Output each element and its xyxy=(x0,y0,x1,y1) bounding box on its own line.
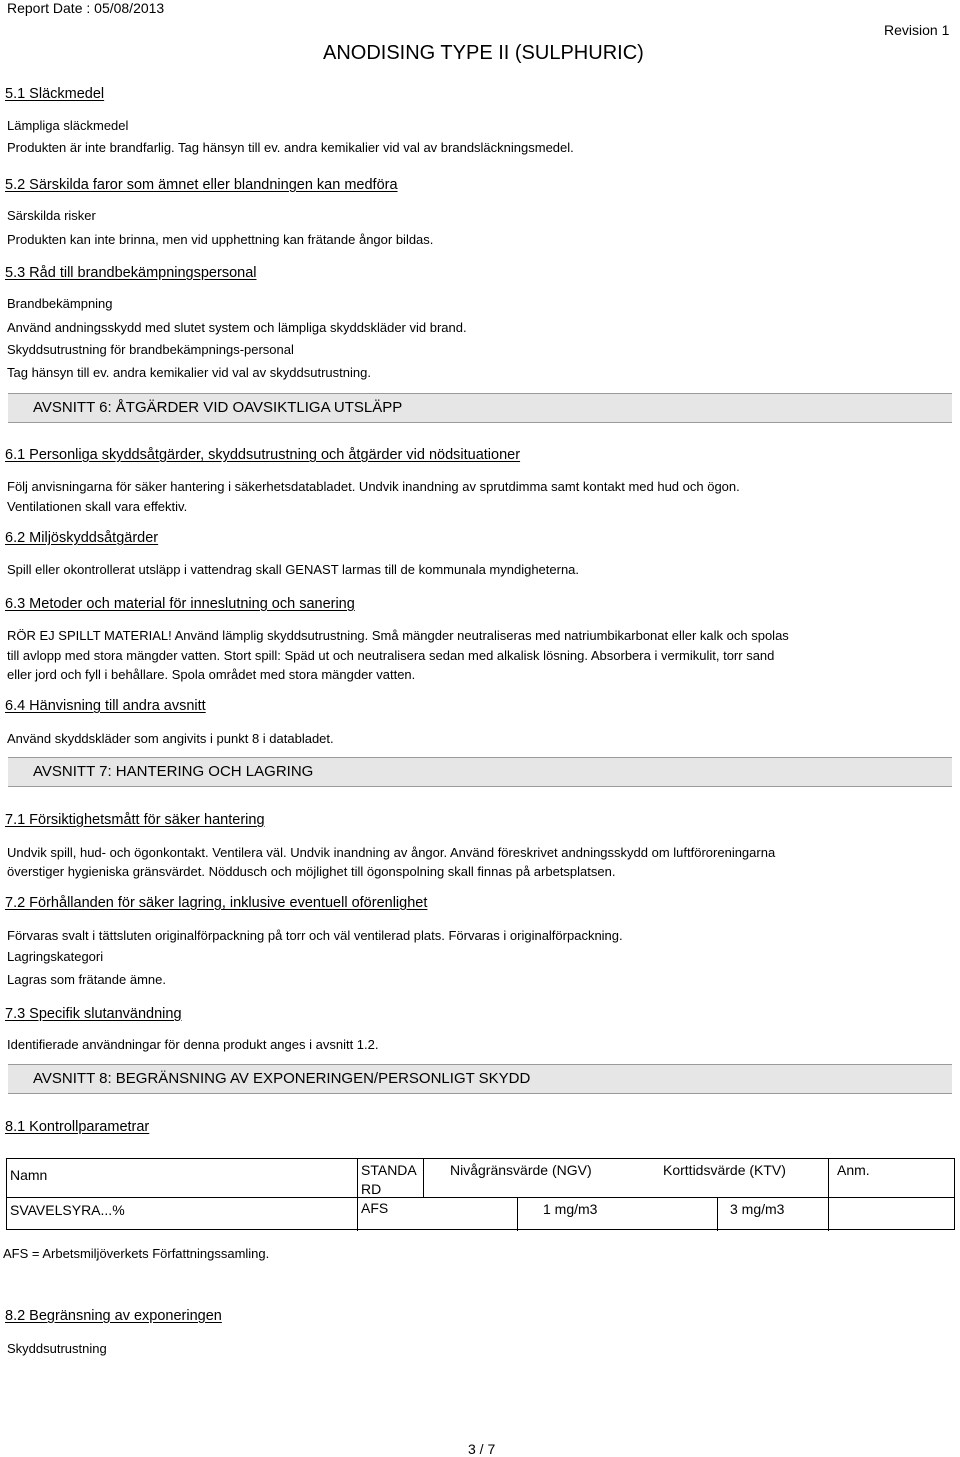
table-header-ngv: Nivågränsvärde (NGV) xyxy=(450,1162,592,1178)
text-7-2-1: Förvaras svalt i tättsluten originalförpackning på torr och väl ventilerad plats. Förvaras i originalförpackning. xyxy=(7,928,623,943)
heading-7-2: 7.2 Förhållanden för säker lagring, inklusive eventuell oförenlighet xyxy=(5,895,428,911)
page-number: 3 / 7 xyxy=(468,1441,496,1457)
heading-6-2: 6.2 Miljöskyddsåtgärder xyxy=(5,530,159,546)
document-title: ANODISING TYPE II (SULPHURIC) xyxy=(323,42,644,64)
heading-8-2: 8.2 Begränsning av exponeringen xyxy=(5,1308,222,1324)
text-6-1-line1: Följ anvisningarna för säker hantering i säkerhetsdatabladet. Undvik inandning av sprutdimma samt kontakt med hud och ögon. xyxy=(7,479,740,494)
text-7-3: Identifierade användningar för denna produkt anges i avsnitt 1.2. xyxy=(7,1037,379,1052)
text-5-2: Produkten kan inte brinna, men vid upphettning kan frätande ångor bildas. xyxy=(7,232,434,247)
text-5-3-2: Tag hänsyn till ev. andra kemikalier vid val av skyddsutrustning. xyxy=(7,365,371,380)
heading-6-3: 6.3 Metoder och material för inneslutning och sanering xyxy=(5,596,355,612)
table-cell-ngv: 1 mg/m3 xyxy=(543,1201,598,1217)
table-header-remark: Anm. xyxy=(837,1162,870,1178)
section-6-banner xyxy=(8,393,952,423)
section-7-banner xyxy=(8,757,952,787)
text-7-1-line1: Undvik spill, hud- och ögonkontakt. Ventilera väl. Undvik inandning av ångor. Använd föreskrivet andningsskydd om luftföroreningarna xyxy=(7,845,776,860)
section-8-title: AVSNITT 8: BEGRÄNSNING AV EXPONERINGEN/PERSONLIGT SKYDD xyxy=(33,1070,531,1087)
text-5-1: Produkten är inte brandfarlig. Tag hänsyn till ev. andra kemikalier vid val av brandsläckningsmedel. xyxy=(7,140,574,155)
section-7-title: AVSNITT 7: HANTERING OCH LAGRING xyxy=(33,763,314,780)
heading-7-3: 7.3 Specifik slutanvändning xyxy=(5,1006,182,1022)
text-6-4: Använd skyddskläder som angivits i punkt 8 i databladet. xyxy=(7,731,334,746)
table-header-standard-line2: RD xyxy=(361,1181,382,1197)
report-date: Report Date : 05/08/2013 xyxy=(7,0,165,16)
heading-5-1: 5.1 Släckmedel xyxy=(5,86,105,102)
text-6-1-line2: Ventilationen skall vara effektiv. xyxy=(7,499,188,514)
section-8-banner xyxy=(8,1064,952,1094)
heading-6-4: 6.4 Hänvisning till andra avsnitt xyxy=(5,698,206,714)
heading-7-1: 7.1 Försiktighetsmått för säker hantering xyxy=(5,812,265,828)
text-5-3-1: Använd andningsskydd med slutet system och lämpliga skyddskläder vid brand. xyxy=(7,320,467,335)
label-storage-category: Lagringskategori xyxy=(7,949,104,964)
label-suitable-extinguishing: Lämpliga släckmedel xyxy=(7,118,129,133)
label-firefighting: Brandbekämpning xyxy=(7,296,113,311)
exposure-limits-table xyxy=(6,1158,955,1230)
table-header-name: Namn xyxy=(10,1167,48,1183)
heading-6-1: 6.1 Personliga skyddsåtgärder, skyddsutrustning och åtgärder vid nödsituationer xyxy=(5,447,521,463)
label-special-risks: Särskilda risker xyxy=(7,208,96,223)
text-6-3-line1: RÖR EJ SPILLT MATERIAL! Använd lämplig skyddsutrustning. Små mängder neutraliseras med natriumbikarbonat eller kalk och spolas xyxy=(7,628,789,643)
section-6-title: AVSNITT 6: ÅTGÄRDER VID OAVSIKTLIGA UTSLÄPP xyxy=(33,399,403,416)
heading-8-1: 8.1 Kontrollparametrar xyxy=(5,1119,150,1135)
text-7-1-line2: överstiger hygieniska gränsvärdet. Nöddusch och möjlighet till ögonspolning skall finnas på arbetsplatsen. xyxy=(7,864,616,879)
table-header-standard-line1: STANDA xyxy=(361,1162,417,1178)
text-6-3-line3: eller jord och fyll i behållare. Spola området med stora mängder vatten. xyxy=(7,667,416,682)
table-cell-substance: SVAVELSYRA...% xyxy=(10,1202,125,1218)
table-footnote: AFS = Arbetsmiljöverkets Författningssamling. xyxy=(3,1246,270,1261)
heading-5-3: 5.3 Råd till brandbekämpningspersonal xyxy=(5,265,257,281)
table-cell-standard: AFS xyxy=(361,1200,389,1216)
revision-label: Revision 1 xyxy=(884,22,950,38)
text-6-3-line2: till avlopp med stora mängder vatten. Stort spill: Späd ut och neutralisera sedan med alkalisk lösning. Absorbera i vermikulit, torr sand xyxy=(7,648,775,663)
table-header-ktv: Korttidsvärde (KTV) xyxy=(663,1162,786,1178)
text-6-2: Spill eller okontrollerat utsläpp i vattendrag skall GENAST larmas till de kommunala myndigheterna. xyxy=(7,562,580,577)
label-protective-equipment-8-2: Skyddsutrustning xyxy=(7,1341,107,1356)
table-cell-ktv: 3 mg/m3 xyxy=(730,1201,785,1217)
heading-5-2: 5.2 Särskilda faror som ämnet eller blandningen kan medföra xyxy=(5,177,398,193)
text-7-2-2: Lagras som frätande ämne. xyxy=(7,972,166,987)
label-protective-equipment: Skyddsutrustning för brandbekämpnings-personal xyxy=(7,342,294,357)
